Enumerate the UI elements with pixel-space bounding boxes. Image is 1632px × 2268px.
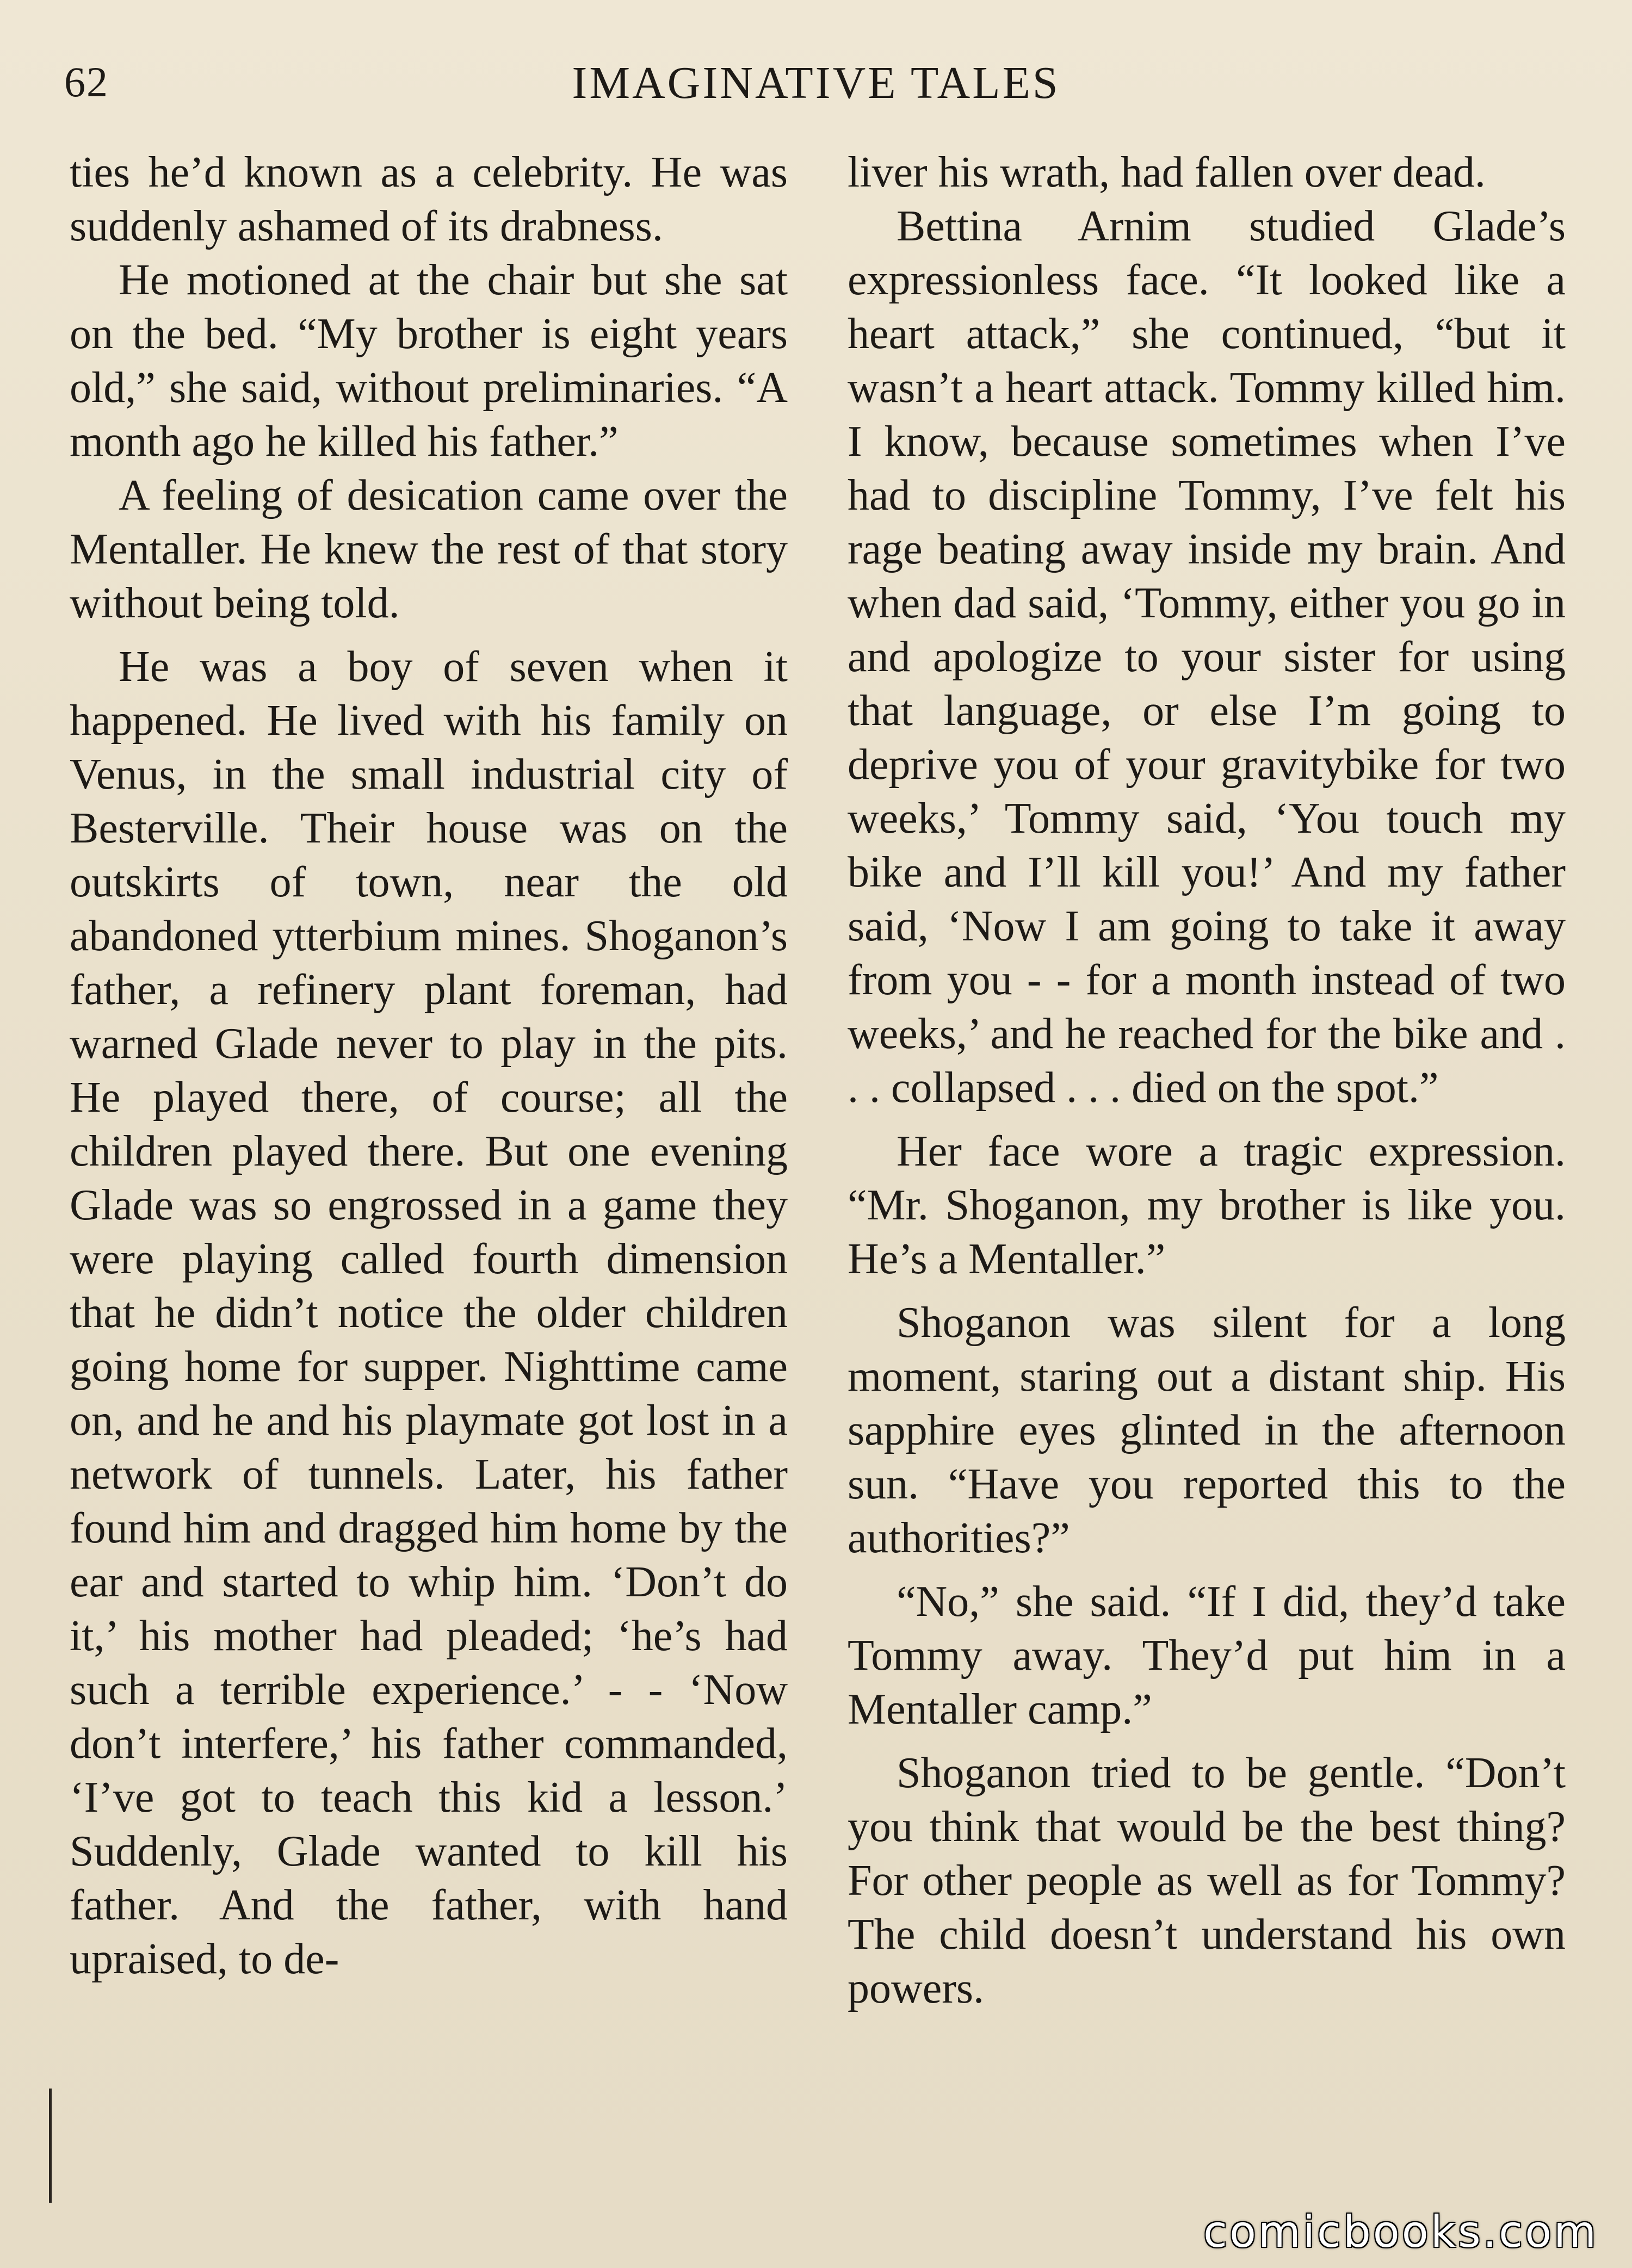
paragraph: Her face wore a tragic expression. “Mr. Shoganon, my brother is like you. He’s a Mentaller.” [848,1127,1566,1283]
source-watermark: comicbooks.com [1203,2207,1598,2257]
paragraph: Bettina Arnim studied Glade’s expressionless face. “It looked like a heart attack,” she continued, “but it wasn’t a heart attack. Tommy killed him. I know, because sometimes when I’ve had to discipline Tommy, I’ve felt his rage beating away inside my brain. And when dad said, ‘Tommy, either you go in and apologize to your sister for using that language, or else I’m going to deprive you of your gravitybike for two weeks,’ Tommy said, ‘You touch my bike and I’ll kill you!’ And my father said, ‘Now I am going to take it away from you - - for a month instead of two weeks,’ and he reached for the bike and . . . collapsed . . . died on the spot.” [848,202,1566,1112]
margin-mark [49,2089,52,2203]
paragraph: ties he’d known as a celebrity. He was suddenly ashamed of its drabness. [70,148,788,250]
paragraph: Shoganon was silent for a long moment, staring out a distant ship. His sapphire eyes glinted in the afternoon sun. “Have you reported this to the authorities?” [848,1299,1566,1562]
paragraph: Shoganon tried to be gentle. “Don’t you think that would be the best thing? For other people as well as for Tommy? The child doesn’t understand his own powers. [848,1749,1566,2012]
left-text-column [70,146,788,1986]
paragraph: He was a boy of seven when it happened. He lived with his family on Venus, in the small industrial city of Besterville. Their house was on the outskirts of town, near the old abandoned ytterbium mines. Shoganon’s father, a refinery plant foreman, had warned Glade never to play in the pits. He played there, of course; all the children played there. But one evening Glade was so engrossed in a game they were playing called fourth dimension that he didn’t notice the older children going home for supper. Nighttime came on, and he and his playmate got lost in a network of tunnels. Later, his father found him and dragged him home by the ear and started to whip him. ‘Don’t do it,’ his mother had pleaded; ‘he’s had such a terrible experience.’ - - ‘Now don’t interfere,’ his father commanded, ‘I’ve got to teach this kid a lesson.’ Suddenly, Glade wanted to kill his father. And the father, with hand upraised, to de- [70,643,788,1983]
page-number: 62 [64,58,109,106]
paragraph: “No,” she said. “If I did, they’d take Tommy away. They’d put him in a Mentaller camp.” [848,1578,1566,1733]
right-text-column [848,146,1566,2016]
paragraph: He motioned at the chair but she sat on the bed. “My brother is eight years old,” she said, without preliminaries. “A month ago he killed his father.” [70,256,788,466]
running-head-title: IMAGINATIVE TALES [572,58,1060,108]
paragraph: A feeling of desication came over the Mentaller. He knew the rest of that story without being told. [70,472,788,627]
paragraph: liver his wrath, had fallen over dead. [848,148,1486,196]
